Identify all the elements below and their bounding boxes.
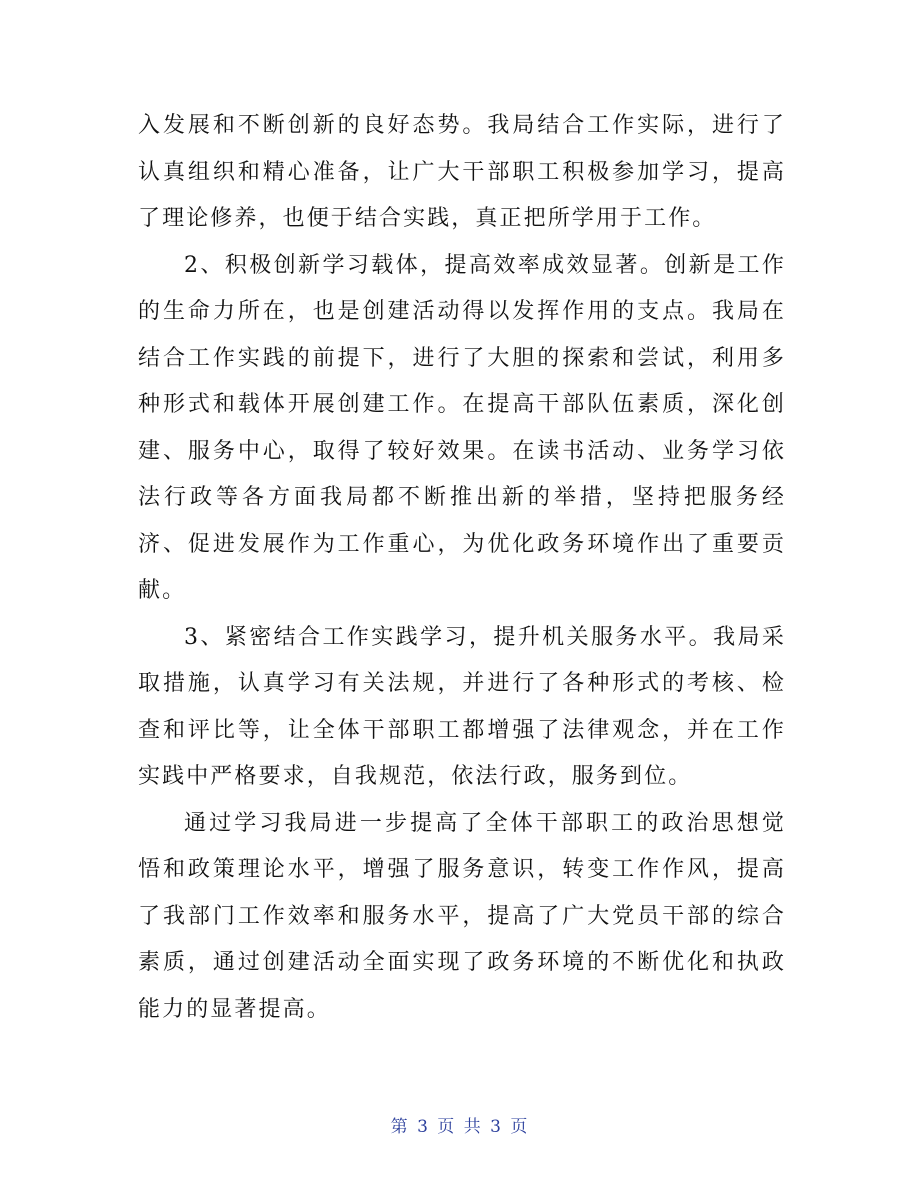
page-number-label: 第 3 页 共 3 页 — [390, 1117, 530, 1137]
page-footer — [0, 1112, 920, 1137]
paragraph-conclusion: 通过学习我局进一步提高了全体干部职工的政治思想觉悟和政策理论水平，增强了服务意识，转变工作作风，提高了我部门工作效率和服务水平，提高了广大党员干部的综合素质，通过创建活动全面实现了政务环境的不断优化和执政能力的显著提高。 — [138, 810, 786, 1022]
paragraph-item-2: 2、积极创新学习载体，提高效率成效显著。创新是工作的生命力所在，也是创建活动得以发挥作用的支点。我局在结合工作实践的前提下，进行了大胆的探索和尝试，利用多种形式和载体开展创建工作。在提高干部队伍素质，深化创建、服务中心，取得了较好效果。在读书活动、业务学习依法行政等各方面我局都不断推出新的举措，坚持把服务经济、促进发展作为工作重心，为优化政务环境作出了重要贡献。 — [138, 252, 786, 603]
document-body — [138, 103, 786, 1033]
paragraph-item-3: 3、紧密结合工作实践学习，提升机关服务水平。我局采取措施，认真学习有关法规，并进行了各种形式的考核、检查和评比等，让全体干部职工都增强了法律观念，并在工作实践中严格要求，自我规范，依法行政，服务到位。 — [138, 624, 786, 789]
paragraph-continuation: 入发展和不断创新的良好态势。我局结合工作实际，进行了认真组织和精心准备，让广大干部职工积极参加学习，提高了理论修养，也便于结合实践，真正把所学用于工作。 — [138, 113, 786, 231]
